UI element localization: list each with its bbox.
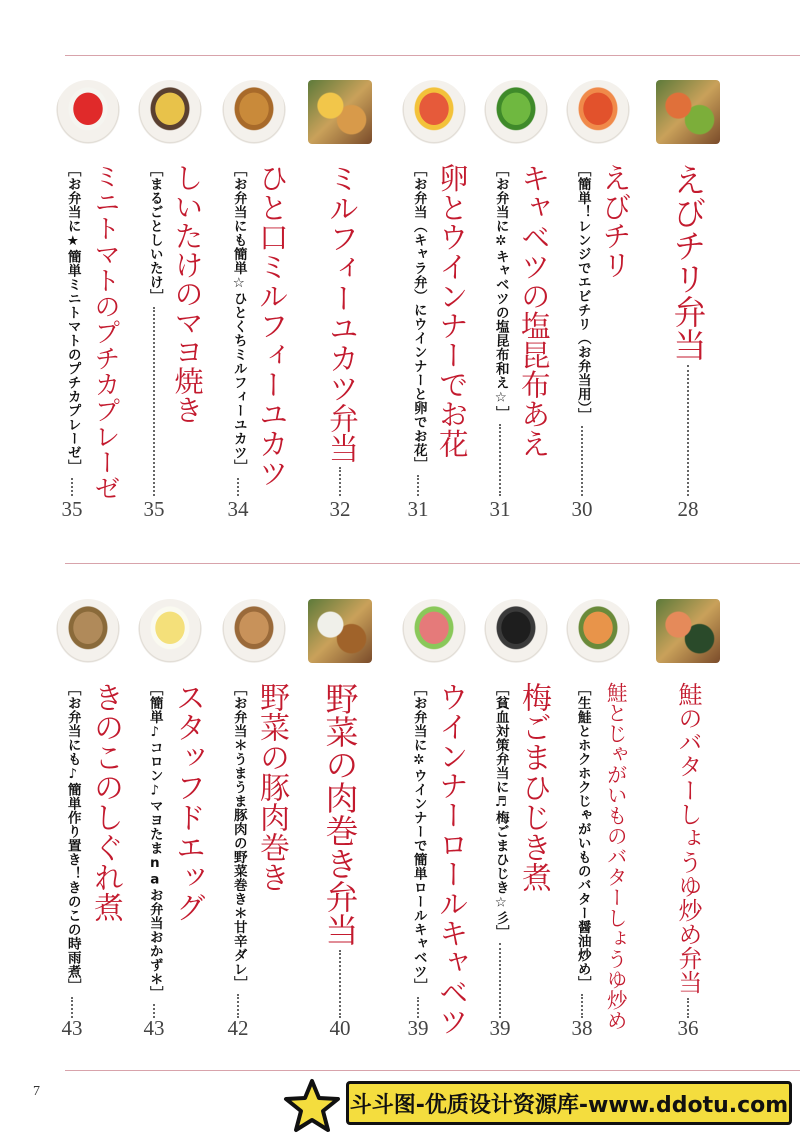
dot-leader bbox=[581, 994, 583, 1018]
page-ref[interactable]: 31 bbox=[489, 497, 511, 521]
title-column bbox=[668, 682, 708, 1018]
recipe-title[interactable]: ミニトマトのプチカプレーゼ bbox=[90, 163, 120, 501]
dot-leader bbox=[339, 950, 341, 1018]
recipe-title[interactable]: 卵とウインナーでお花 bbox=[434, 163, 469, 458]
recipe-photo bbox=[56, 599, 120, 663]
subtitle-column bbox=[406, 682, 430, 1018]
recipe-subtitle: ［お弁当に✲キャベツの塩昆布和え☆］ bbox=[492, 163, 509, 420]
dot-leader bbox=[71, 478, 73, 497]
recipe-photo bbox=[484, 80, 548, 144]
dot-leader bbox=[417, 997, 419, 1019]
title-column bbox=[513, 163, 553, 496]
recipe-title[interactable]: 梅ごまひじき煮 bbox=[516, 682, 551, 892]
page-ref[interactable]: 39 bbox=[489, 1016, 511, 1040]
page-ref[interactable]: 36 bbox=[677, 1016, 699, 1040]
page-ref[interactable]: 43 bbox=[143, 1016, 165, 1040]
subtitle-column bbox=[226, 163, 250, 496]
dot-leader bbox=[687, 365, 689, 496]
recipe-photo bbox=[222, 80, 286, 144]
recipe-subtitle: ［まるごとしいたけ］ bbox=[146, 163, 163, 303]
recipe-subtitle: ［生鮭とホクホクじゃがいものバター醤油炒め］ bbox=[574, 682, 591, 990]
recipe-photo bbox=[56, 80, 120, 144]
chapter-title[interactable]: ミルフィーユカツ弁当 bbox=[323, 163, 358, 463]
dot-leader bbox=[499, 943, 501, 1018]
recipe-title[interactable]: えびチリ bbox=[598, 163, 633, 279]
subtitle-column bbox=[488, 682, 512, 1018]
recipe-photo bbox=[308, 599, 372, 663]
page-ref[interactable]: 31 bbox=[407, 497, 429, 521]
recipe-subtitle: ［簡単♪コロン♪マヨたまnaお弁当おかず＊］ bbox=[146, 682, 163, 1000]
recipe-title[interactable]: きのこのしぐれ煮 bbox=[88, 682, 123, 922]
title-column bbox=[431, 163, 471, 496]
page-ref[interactable]: 43 bbox=[61, 1016, 83, 1040]
title-column bbox=[167, 682, 207, 1018]
recipe-subtitle: ［お弁当に✲ウインナーで簡単ロールキャベツ］ bbox=[410, 682, 427, 993]
title-column bbox=[513, 682, 553, 1018]
subtitle-column bbox=[570, 682, 594, 1018]
dot-leader bbox=[153, 307, 155, 496]
subtitle-column bbox=[570, 163, 594, 496]
subtitle-column bbox=[60, 682, 84, 1018]
recipe-photo bbox=[566, 599, 630, 663]
subtitle-column bbox=[406, 163, 430, 496]
dot-leader bbox=[237, 994, 239, 1018]
dot-leader bbox=[71, 997, 73, 1019]
recipe-title[interactable]: スタッフドエッグ bbox=[170, 682, 205, 922]
title-column bbox=[320, 682, 360, 1018]
recipe-title[interactable]: 鮭とじゃがいものバターしょうゆ炒め bbox=[603, 682, 628, 1031]
chapter-title[interactable]: 鮭のバターしょうゆ炒め弁当 bbox=[674, 682, 702, 994]
dot-leader bbox=[499, 424, 501, 496]
dot-leader bbox=[581, 426, 583, 496]
recipe-photo bbox=[484, 599, 548, 663]
watermark-banner: 斗斗图-优质设计资源库-www.ddotu.com bbox=[346, 1081, 792, 1125]
page-ref[interactable]: 30 bbox=[571, 497, 593, 521]
page-number: 7 bbox=[33, 1084, 40, 1099]
recipe-title[interactable]: しいたけのマヨ焼き bbox=[170, 163, 205, 424]
page-ref[interactable]: 32 bbox=[329, 497, 351, 521]
subtitle-column bbox=[226, 682, 250, 1018]
subtitle-column bbox=[142, 163, 166, 496]
recipe-photo bbox=[402, 80, 466, 144]
recipe-subtitle: ［お弁当にも♪簡単作り置き！きのこの時雨煮］ bbox=[64, 682, 81, 993]
recipe-photo bbox=[138, 80, 202, 144]
dot-leader bbox=[417, 475, 419, 496]
page-ref[interactable]: 34 bbox=[227, 497, 249, 521]
recipe-title[interactable]: キャベツの塩昆布あえ bbox=[516, 163, 551, 458]
subtitle-column bbox=[60, 163, 84, 496]
page-ref[interactable]: 40 bbox=[329, 1016, 351, 1040]
subtitle-column bbox=[142, 682, 166, 1018]
page-ref[interactable]: 28 bbox=[677, 497, 699, 521]
page-ref[interactable]: 35 bbox=[143, 497, 165, 521]
recipe-photo bbox=[402, 599, 466, 663]
recipe-title[interactable]: ひと口ミルフィーユカツ bbox=[254, 163, 289, 488]
recipe-subtitle: ［お弁当に★簡単ミニトマトのプチカプレーゼ］ bbox=[64, 163, 81, 474]
middle-rule bbox=[65, 563, 800, 564]
recipe-subtitle: ［お弁当にも簡単☆ひとくちミルフィーユカツ］ bbox=[230, 163, 247, 474]
title-column bbox=[595, 682, 635, 1031]
title-column bbox=[85, 163, 125, 501]
chapter-title[interactable]: えびチリ弁当 bbox=[668, 163, 708, 361]
title-column bbox=[595, 163, 635, 496]
recipe-subtitle: ［簡単！レンジでエビチリ（お弁当用）］ bbox=[574, 163, 591, 423]
title-column bbox=[320, 163, 360, 496]
recipe-title[interactable]: ウインナーロールキャベツ bbox=[434, 682, 469, 1036]
star-icon bbox=[282, 1078, 342, 1134]
page-ref[interactable]: 35 bbox=[61, 497, 83, 521]
recipe-subtitle: ［お弁当（キャラ弁）にウインナーと卵でお花］ bbox=[410, 163, 427, 471]
recipe-photo bbox=[138, 599, 202, 663]
title-column bbox=[251, 163, 291, 496]
top-rule bbox=[65, 55, 800, 56]
recipe-photo bbox=[222, 599, 286, 663]
title-column bbox=[167, 163, 207, 496]
recipe-title[interactable]: 野菜の豚肉巻き bbox=[254, 682, 289, 892]
page-ref[interactable]: 38 bbox=[571, 1016, 593, 1040]
recipe-subtitle: ［お弁当＊うまうま豚肉の野菜巻き＊甘辛ダレ］ bbox=[230, 682, 247, 990]
title-column bbox=[431, 682, 471, 1036]
chapter-title[interactable]: 野菜の肉巻き弁当 bbox=[320, 682, 360, 946]
subtitle-column bbox=[488, 163, 512, 496]
recipe-photo bbox=[566, 80, 630, 144]
recipe-photo bbox=[656, 599, 720, 663]
recipe-photo bbox=[656, 80, 720, 144]
title-column bbox=[668, 163, 708, 496]
recipe-photo bbox=[308, 80, 372, 144]
page-ref[interactable]: 39 bbox=[407, 1016, 429, 1040]
recipe-subtitle: ［貧血対策弁当に♬梅ごまひじき☆彡］ bbox=[492, 682, 509, 939]
dot-leader bbox=[339, 467, 341, 496]
title-column bbox=[251, 682, 291, 1018]
dot-leader bbox=[687, 998, 689, 1018]
title-column bbox=[85, 682, 125, 1018]
bottom-rule bbox=[65, 1070, 800, 1071]
dot-leader bbox=[237, 478, 239, 497]
page-ref[interactable]: 42 bbox=[227, 1016, 249, 1040]
